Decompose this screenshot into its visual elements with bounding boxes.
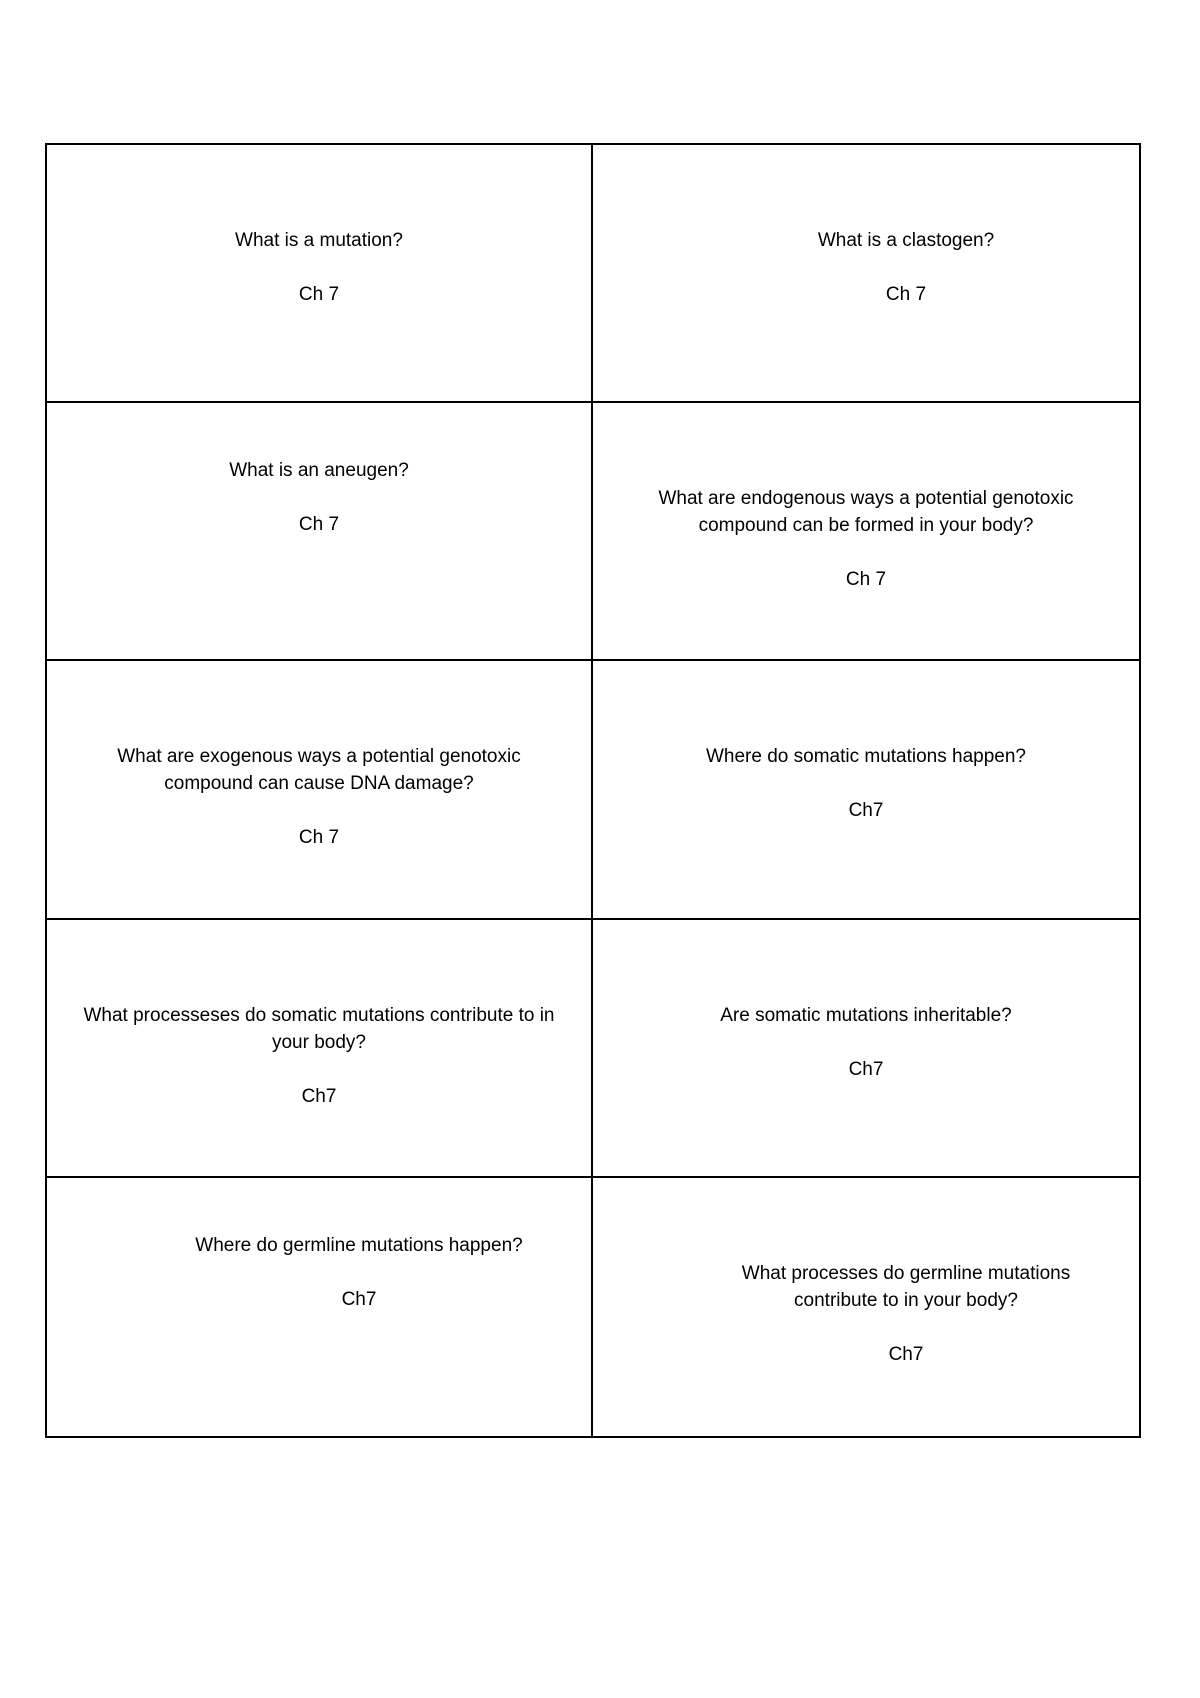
flashcard-question: What is a clastogen? <box>817 230 995 251</box>
flashcard-chapter: Ch7 <box>888 1343 924 1365</box>
flashcard-text <box>673 200 1139 335</box>
flashcard-chapter: Ch 7 <box>885 284 927 305</box>
flashcard <box>593 145 1139 403</box>
flashcard-chapter: Ch7 <box>341 1288 377 1310</box>
flashcard-question: Are somatic mutations inheritable? <box>720 1004 1012 1026</box>
flashcard <box>593 920 1139 1178</box>
flashcard <box>593 403 1139 661</box>
flashcard-chapter: Ch7 <box>301 1085 337 1107</box>
flashcard <box>47 403 593 661</box>
flashcard-question: What is an aneugen? <box>229 460 409 482</box>
flashcard-text <box>593 975 1139 1110</box>
flashcard-text <box>47 716 591 878</box>
flashcard-sheet <box>45 143 1141 1438</box>
flashcard-question: What is a mutation? <box>235 230 403 251</box>
flashcard-question: What processes do germline mutations contribute to in your body? <box>741 1262 1071 1311</box>
flashcard-text <box>593 716 1139 851</box>
flashcard-text <box>593 458 1139 620</box>
flashcard-chapter: Ch 7 <box>298 827 340 849</box>
flashcard <box>47 1178 593 1436</box>
flashcard-chapter: Ch 7 <box>298 514 340 536</box>
flashcard-question: What are exogenous ways a potential genotoxic compound can cause DNA damage? <box>117 746 521 795</box>
flashcard <box>47 661 593 919</box>
flashcard-question: What processeses do somatic mutations contribute to in your body? <box>83 1004 555 1053</box>
flashcard-text <box>47 975 591 1137</box>
flashcard <box>47 920 593 1178</box>
flashcard-chapter: Ch7 <box>848 800 884 822</box>
flashcard-question: Where do germline mutations happen? <box>195 1234 523 1256</box>
flashcard-text <box>47 200 591 335</box>
flashcard <box>593 1178 1139 1436</box>
flashcard-question: What are endogenous ways a potential genotoxic compound can be formed in your body? <box>658 488 1074 537</box>
flashcard-text <box>127 1205 591 1340</box>
flashcard-chapter: Ch 7 <box>845 569 887 591</box>
flashcard-text <box>47 430 591 565</box>
flashcard <box>47 145 593 403</box>
flashcard-text <box>673 1233 1139 1395</box>
flashcard <box>593 661 1139 919</box>
flashcard-question: Where do somatic mutations happen? <box>705 746 1026 768</box>
flashcard-chapter: Ch 7 <box>298 284 340 305</box>
flashcard-chapter: Ch7 <box>848 1058 884 1080</box>
